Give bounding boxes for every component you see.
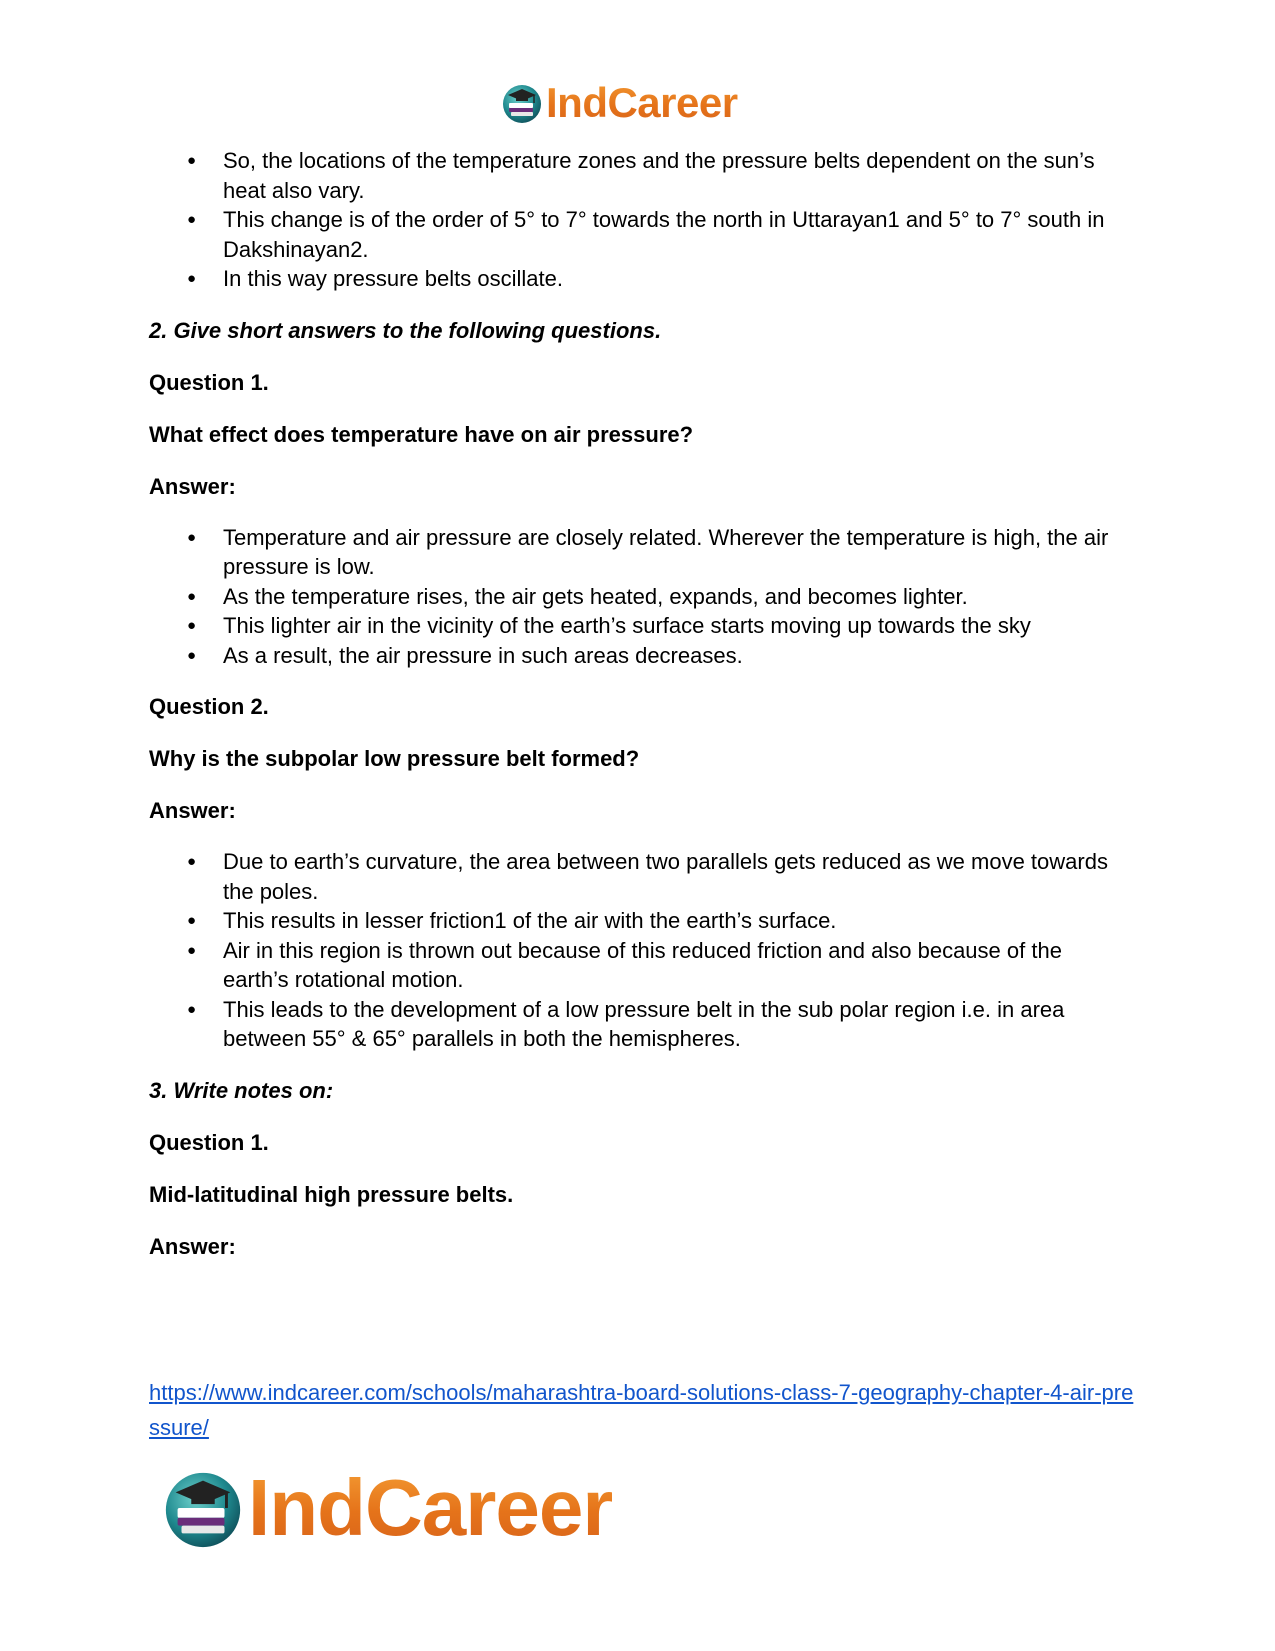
footer-logo <box>160 1465 612 1551</box>
list-item: ● This results in lesser friction1 of the air with the earth’s surface. <box>149 906 1129 936</box>
source-link[interactable]: https://www.indcareer.com/schools/maharashtra-board-solutions-class-7-geography-chapter-4-air-pressure/ <box>149 1380 1134 1440</box>
question-label: Question 1. <box>149 369 269 395</box>
list-item: ● This change is of the order of 5° to 7° towards the north in Uttarayan1 and 5° to 7° south in Dakshinayan2. <box>149 205 1129 264</box>
intro-bullet-list <box>149 146 1129 294</box>
answer-label: Answer: <box>149 1233 236 1259</box>
list-item: ● As the temperature rises, the air gets heated, expands, and becomes lighter. <box>149 582 1129 612</box>
list-item: ● As a result, the air pressure in such areas decreases. <box>149 641 1129 671</box>
graduation-globe-icon <box>500 81 544 125</box>
answer-bullet-list <box>149 523 1129 671</box>
section-2-heading: 2. Give short answers to the following questions. <box>149 317 662 343</box>
question-text: Why is the subpolar low pressure belt formed? <box>149 746 640 771</box>
header-logo <box>500 78 738 128</box>
list-item: ● This leads to the development of a low pressure belt in the sub polar region i.e. in area between 55° & 65° parallels in both the hemispheres. <box>149 995 1129 1054</box>
list-item: ● In this way pressure belts oscillate. <box>149 264 1129 294</box>
question-label: Question 2. <box>149 694 269 719</box>
answer-bullet-list <box>149 847 1129 1054</box>
question-text: Mid-latitudinal high pressure belts. <box>149 1181 514 1207</box>
section-3-heading: 3. Write notes on: <box>149 1077 334 1103</box>
logo-wordmark: IndCareer <box>248 1463 613 1552</box>
question-text: What effect does temperature have on air pressure? <box>149 421 694 447</box>
list-item: ● Due to earth’s curvature, the area between two parallels gets reduced as we move towards the poles. <box>149 847 1129 906</box>
logo-wordmark: IndCareer <box>546 79 738 126</box>
graduation-globe-icon <box>160 1465 246 1551</box>
question-label: Question 1. <box>149 1129 269 1155</box>
list-item: ● Temperature and air pressure are closely related. Wherever the temperature is high, the air pressure is low. <box>149 523 1129 582</box>
answer-label: Answer: <box>149 798 236 823</box>
list-item: ● This lighter air in the vicinity of the earth’s surface starts moving up towards the sky <box>149 611 1129 641</box>
answer-label: Answer: <box>149 473 236 499</box>
document-body <box>149 146 1129 1261</box>
list-item: ● Air in this region is thrown out because of this reduced friction and also because of the earth’s rotational motion. <box>149 936 1129 995</box>
list-item: ● So, the locations of the temperature zones and the pressure belts dependent on the sun’s heat also vary. <box>149 146 1129 205</box>
